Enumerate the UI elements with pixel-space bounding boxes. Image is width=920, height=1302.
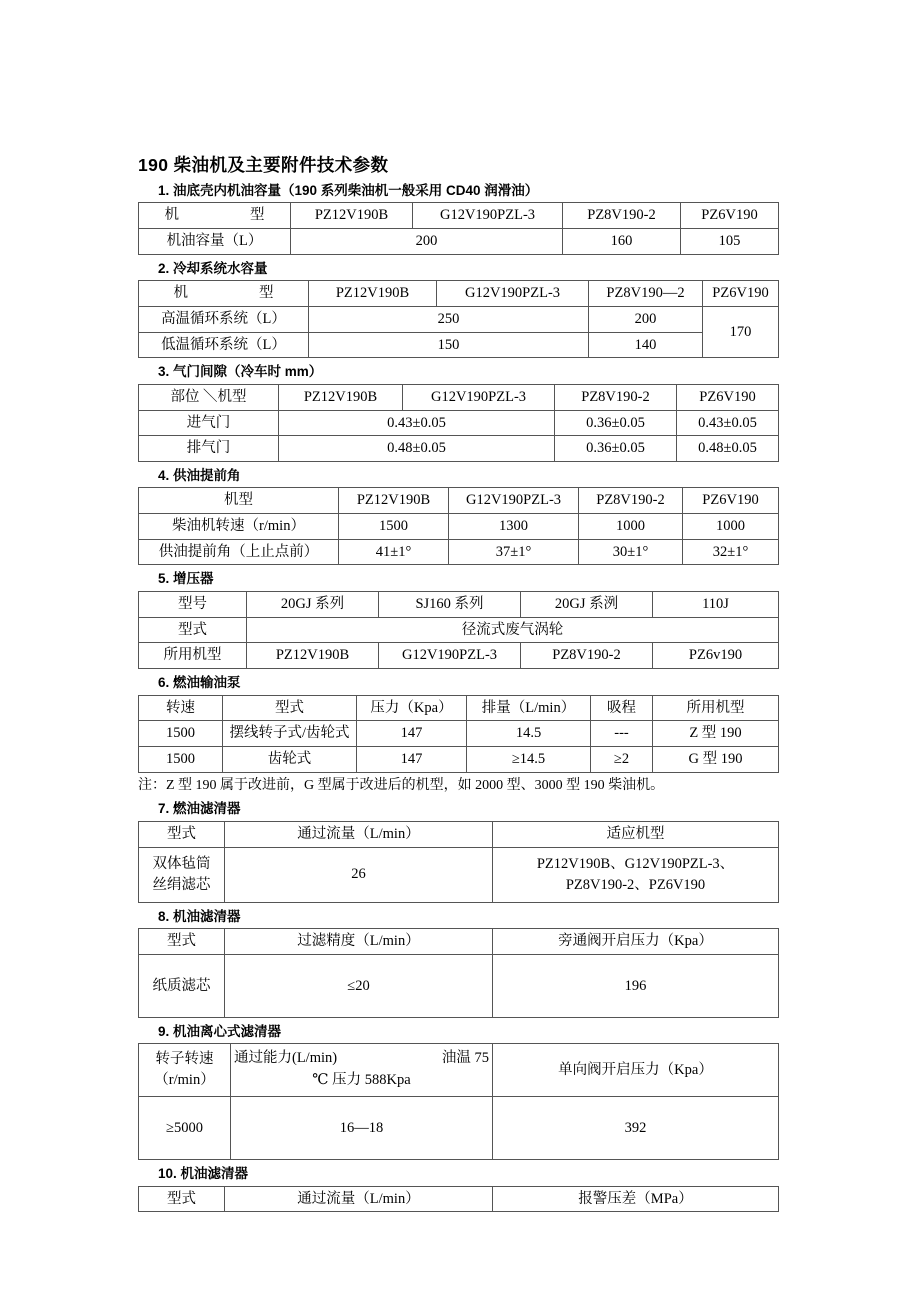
table-row [139, 746, 779, 772]
section-heading-2: 2. 冷却系统水容量 [158, 260, 268, 276]
cell-header-model: 适应机型 [493, 822, 779, 848]
table-note-6: 注：Z 型 190 属于改进前，G 型属于改进后的机型，如 2000 型、3000 型 190 柴油机。 [138, 777, 665, 793]
table-row [139, 410, 779, 436]
table-row [139, 643, 779, 669]
cell-model-1: PZ12V190B [291, 203, 413, 229]
cell-header-flow: 通过流量（L/min） [225, 1186, 493, 1212]
cell-model-label: 机 型 [139, 203, 291, 229]
table-row [139, 539, 779, 565]
cell-value-3: 147 [357, 721, 467, 747]
cell-value-1: 41±1° [339, 539, 449, 565]
cell-value-3: 0.48±0.05 [677, 436, 779, 462]
cell-header-throughput [231, 1044, 493, 1097]
cell-model-1: PZ12V190B [279, 384, 403, 410]
cell-header-alarm-pressure: 报警压差（MPa） [493, 1186, 779, 1212]
cell-value-1: 150 [309, 332, 589, 358]
table-oil-pan-capacity [138, 202, 779, 254]
cell-value-1: 1500 [139, 721, 223, 747]
cell-header-type: 型式 [139, 1186, 225, 1212]
cell-value-4: 110J [653, 592, 779, 618]
cell-row-label: 型号 [139, 592, 247, 618]
cell-value-3: PZ8V190-2 [521, 643, 653, 669]
section-heading-3: 3. 气门间隙（冷车时 mm） [158, 364, 323, 380]
cell-value-type [139, 847, 225, 902]
cell-header-suction: 吸程 [591, 695, 653, 721]
cell-value-5: --- [591, 721, 653, 747]
cell-model-2: G12V190PZL-3 [403, 384, 555, 410]
cell-model-4: PZ6V190 [681, 203, 779, 229]
cell-row-label: 机油容量（L） [139, 229, 291, 255]
section-heading-8: 8. 机油滤清器 [158, 908, 241, 924]
cell-row-label: 低温循环系统（L） [139, 332, 309, 358]
cell-value-2: 1300 [449, 514, 579, 540]
cell-row-label: 所用机型 [139, 643, 247, 669]
cell-line-2: 丝绢滤芯 [152, 876, 211, 893]
section-heading-7: 7. 燃油滤清器 [158, 801, 241, 817]
cell-value-flow: 26 [225, 847, 493, 902]
table-row [139, 954, 779, 1017]
cell-value-4: 14.5 [467, 721, 591, 747]
cell-value-2: 0.36±0.05 [555, 410, 677, 436]
cell-row-label: 进气门 [139, 410, 279, 436]
cell-position-model-label: 部位 ＼机型 [139, 384, 279, 410]
cell-header-speed: 转速 [139, 695, 223, 721]
cell-value-2: G12V190PZL-3 [379, 643, 521, 669]
section-heading-1: 1. 油底壳内机油容量（190 系列柴油机一般采用 CD40 润滑油） [158, 182, 539, 198]
cell-value-1: 20GJ 系列 [247, 592, 379, 618]
cell-value-merged: 170 [703, 306, 779, 357]
table-turbocharger [138, 591, 779, 669]
table-oil-filter [138, 928, 779, 1018]
table-row [139, 203, 779, 229]
cell-header-pressure: 压力（Kpa） [357, 695, 467, 721]
cell-model-1: PZ12V190B [309, 281, 437, 307]
cell-value-1: 0.43±0.05 [279, 410, 555, 436]
cell-model-2: G12V190PZL-3 [449, 488, 579, 514]
cell-header-model: 所用机型 [653, 695, 779, 721]
cell-value-2: SJ160 系列 [379, 592, 521, 618]
oil-temp-label: 油温 75 [441, 1050, 489, 1067]
cell-model-2: G12V190PZL-3 [413, 203, 563, 229]
cell-value-3: 105 [681, 229, 779, 255]
cell-value-models [493, 847, 779, 902]
cell-value-type: 纸质滤芯 [139, 954, 225, 1017]
cell-value-3: 20GJ 系洌 [521, 592, 653, 618]
cell-value-1: 1500 [139, 746, 223, 772]
cell-row-label: 型式 [139, 617, 247, 643]
cell-header-flow: 排量（L/min） [467, 695, 591, 721]
cell-model-4: PZ6V190 [703, 281, 779, 307]
table-row [139, 592, 779, 618]
table-row [139, 436, 779, 462]
table-injection-advance-angle [138, 487, 779, 565]
table-row [139, 847, 779, 902]
cell-value-6: Z 型 190 [653, 721, 779, 747]
table-row [139, 514, 779, 540]
cell-value-1: 0.48±0.05 [279, 436, 555, 462]
cell-header-check-valve-pressure: 单向阀开启压力（Kpa） [493, 1044, 779, 1097]
cell-value-3: 0.43±0.05 [677, 410, 779, 436]
header-line-2: ℃ 压力 588Kpa [312, 1072, 411, 1089]
cell-model-3: PZ8V190-2 [555, 384, 677, 410]
cell-line-1: PZ12V190B、G12V190PZL-3、 [536, 855, 735, 872]
cell-value-3: 1000 [579, 514, 683, 540]
cell-value-2: 0.36±0.05 [555, 436, 677, 462]
cell-row-label: 柴油机转速（r/min） [139, 514, 339, 540]
section-heading-6: 6. 燃油输油泵 [158, 675, 241, 691]
section-heading-4: 4. 供油提前角 [158, 467, 241, 483]
table-row [139, 1186, 779, 1212]
cell-header-bypass-pressure: 旁通阀开启压力（Kpa） [493, 929, 779, 955]
throughput-label: 通过能力(L/min) [234, 1050, 338, 1067]
cell-model-label: 机 型 [139, 281, 309, 307]
cell-header-type: 型式 [139, 822, 225, 848]
table-cooling-water-capacity [138, 280, 779, 358]
table-row [139, 617, 779, 643]
cell-value-3: 30±1° [579, 539, 683, 565]
table-row [139, 721, 779, 747]
cell-value-2: 摆线转子式/齿轮式 [223, 721, 357, 747]
table-row [139, 488, 779, 514]
table-row [139, 332, 779, 358]
cell-value-2: 200 [589, 306, 703, 332]
cell-model-2: G12V190PZL-3 [437, 281, 589, 307]
table-row [139, 281, 779, 307]
cell-value-merged: 径流式废气涡轮 [247, 617, 779, 643]
cell-value-precision: ≤20 [225, 954, 493, 1017]
cell-line-2: （r/min） [154, 1072, 215, 1089]
cell-header-type: 型式 [223, 695, 357, 721]
cell-value-4: ≥14.5 [467, 746, 591, 772]
cell-line-2: PZ8V190-2、PZ6V190 [565, 876, 706, 893]
table-row [139, 695, 779, 721]
cell-model-4: PZ6V190 [683, 488, 779, 514]
cell-row-label: 排气门 [139, 436, 279, 462]
cell-value-pressure: 196 [493, 954, 779, 1017]
cell-header-precision: 过滤精度（L/min） [225, 929, 493, 955]
cell-value-6: G 型 190 [653, 746, 779, 772]
table-oil-filter-alarm [138, 1186, 779, 1213]
table-row [139, 822, 779, 848]
cell-model-3: PZ8V190-2 [563, 203, 681, 229]
table-row [139, 929, 779, 955]
cell-header-type: 型式 [139, 929, 225, 955]
table-row [139, 1044, 779, 1097]
page-title: 190 柴油机及主要附件技术参数 [138, 155, 389, 175]
section-heading-9: 9. 机油离心式滤清器 [158, 1023, 282, 1039]
cell-value-4: PZ6v190 [653, 643, 779, 669]
cell-value-2: 160 [563, 229, 681, 255]
cell-row-label: 高温循环系统（L） [139, 306, 309, 332]
table-fuel-transfer-pump [138, 695, 779, 773]
cell-value-2: 齿轮式 [223, 746, 357, 772]
table-row [139, 306, 779, 332]
cell-value-1: 250 [309, 306, 589, 332]
section-heading-5: 5. 增压器 [158, 571, 214, 587]
header-line-1 [234, 1048, 489, 1070]
cell-value-4: 1000 [683, 514, 779, 540]
cell-value-1: 200 [291, 229, 563, 255]
cell-model-1: PZ12V190B [339, 488, 449, 514]
table-centrifugal-oil-filter [138, 1043, 779, 1160]
cell-line-1: 转子转速 [155, 1051, 214, 1068]
cell-header-rotor-speed [139, 1044, 231, 1097]
cell-row-label: 供油提前角（上止点前） [139, 539, 339, 565]
cell-value-5: ≥2 [591, 746, 653, 772]
cell-model-3: PZ8V190—2 [589, 281, 703, 307]
cell-value-pressure: 392 [493, 1096, 779, 1159]
table-valve-clearance [138, 384, 779, 462]
cell-header-flow: 通过流量（L/min） [225, 822, 493, 848]
cell-value-1: 1500 [339, 514, 449, 540]
cell-value-2: 140 [589, 332, 703, 358]
cell-model-label: 机型 [139, 488, 339, 514]
cell-value-3: 147 [357, 746, 467, 772]
cell-value-throughput: 16—18 [231, 1096, 493, 1159]
section-heading-10: 10. 机油滤清器 [158, 1165, 249, 1181]
cell-value-4: 32±1° [683, 539, 779, 565]
table-row [139, 384, 779, 410]
cell-value-1: PZ12V190B [247, 643, 379, 669]
cell-model-4: PZ6V190 [677, 384, 779, 410]
cell-line-1: 双体毡筒 [152, 855, 211, 872]
cell-model-3: PZ8V190-2 [579, 488, 683, 514]
cell-value-rotor-speed: ≥5000 [139, 1096, 231, 1159]
table-row [139, 1096, 779, 1159]
table-fuel-filter [138, 821, 779, 903]
table-row [139, 229, 779, 255]
cell-value-2: 37±1° [449, 539, 579, 565]
